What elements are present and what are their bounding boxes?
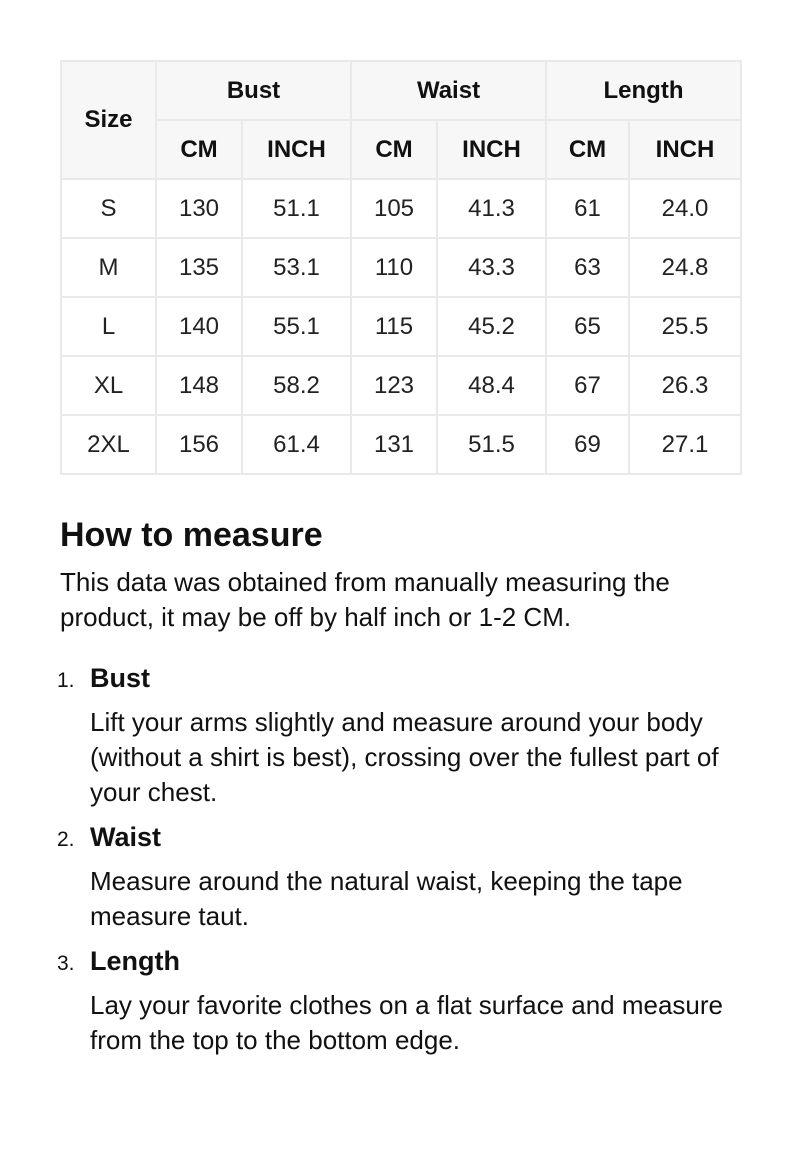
table-cell: 53.1 — [242, 238, 351, 297]
table-cell: 63 — [546, 238, 629, 297]
table-cell: 67 — [546, 356, 629, 415]
size-cell: S — [61, 179, 156, 238]
step-number: 2. — [57, 828, 75, 851]
size-chart-table — [60, 60, 742, 475]
table-cell: 61 — [546, 179, 629, 238]
table-cell: 123 — [351, 356, 437, 415]
unit-header: INCH — [437, 120, 546, 179]
table-cell: 55.1 — [242, 297, 351, 356]
table-cell: 105 — [351, 179, 437, 238]
step-number: 3. — [57, 952, 75, 975]
step-title-bust: Bust — [90, 663, 150, 693]
table-cell: 51.1 — [242, 179, 351, 238]
table-cell: 24.0 — [629, 179, 741, 238]
table-cell: 48.4 — [437, 356, 546, 415]
unit-header: CM — [156, 120, 242, 179]
size-guide — [57, 60, 740, 1068]
length-group-header: Length — [546, 61, 741, 120]
table-cell: 25.5 — [629, 297, 741, 356]
table-header-row-units — [61, 120, 741, 179]
how-to-measure-heading: How to measure — [60, 516, 323, 554]
step-description: Measure around the natural waist, keeping the tape measure taut. — [90, 866, 683, 931]
table-cell: 43.3 — [437, 238, 546, 297]
size-cell: M — [61, 238, 156, 297]
unit-header: INCH — [629, 120, 741, 179]
table-cell: 130 — [156, 179, 242, 238]
unit-header: INCH — [242, 120, 351, 179]
table-cell: 24.8 — [629, 238, 741, 297]
table-cell: 115 — [351, 297, 437, 356]
step-title-waist: Waist — [90, 822, 162, 852]
table-cell: 26.3 — [629, 356, 741, 415]
measure-steps-list — [57, 661, 740, 1058]
list-item — [57, 661, 740, 810]
unit-header: CM — [351, 120, 437, 179]
waist-group-header: Waist — [351, 61, 546, 120]
table-cell: 58.2 — [242, 356, 351, 415]
table-cell: 45.2 — [437, 297, 546, 356]
table-cell: 148 — [156, 356, 242, 415]
unit-header: CM — [546, 120, 629, 179]
measure-intro-text: This data was obtained from manually measuring the product, it may be off by half inch or 1-2 CM. — [60, 567, 670, 632]
table-cell: 156 — [156, 415, 242, 474]
table-row — [61, 415, 741, 474]
table-cell: 65 — [546, 297, 629, 356]
size-cell: L — [61, 297, 156, 356]
size-cell: 2XL — [61, 415, 156, 474]
table-cell: 69 — [546, 415, 629, 474]
table-header-row-groups — [61, 61, 741, 120]
table-row — [61, 356, 741, 415]
table-row — [61, 179, 741, 238]
table-cell: 61.4 — [242, 415, 351, 474]
table-cell: 51.5 — [437, 415, 546, 474]
table-cell: 110 — [351, 238, 437, 297]
table-cell: 131 — [351, 415, 437, 474]
bust-group-header: Bust — [156, 61, 351, 120]
table-cell: 135 — [156, 238, 242, 297]
table-cell: 140 — [156, 297, 242, 356]
size-column-header: Size — [61, 61, 156, 179]
table-cell: 27.1 — [629, 415, 741, 474]
list-item — [57, 944, 740, 1058]
step-title-length: Length — [90, 946, 180, 976]
step-number: 1. — [57, 669, 75, 692]
size-cell: XL — [61, 356, 156, 415]
table-cell: 41.3 — [437, 179, 546, 238]
table-row — [61, 238, 741, 297]
step-description: Lay your favorite clothes on a flat surface and measure from the top to the bottom edge. — [90, 990, 724, 1055]
list-item — [57, 820, 740, 934]
step-description: Lift your arms slightly and measure around your body (without a shirt is best), crossing over the fullest part of your chest. — [90, 707, 719, 807]
table-row — [61, 297, 741, 356]
